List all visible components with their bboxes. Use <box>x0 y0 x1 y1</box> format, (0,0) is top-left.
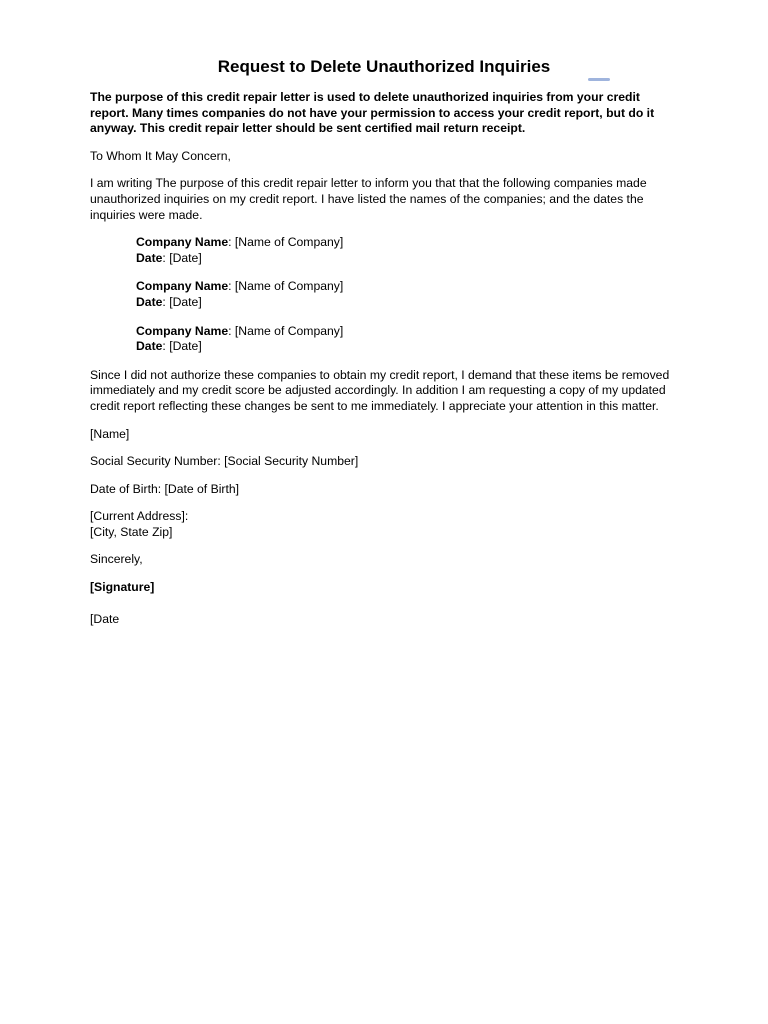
sender-name: [Name] <box>90 426 130 441</box>
date-label: Date <box>136 294 163 309</box>
company-name-label: Company Name <box>136 279 229 294</box>
ssn-line: Social Security Number: [Social Security Number] <box>90 454 359 469</box>
letter-body <box>90 90 680 627</box>
date-value: : [Date] <box>162 339 202 354</box>
paragraph-inquiries: I am writing The purpose of this credit repair letter to inform you that that the following companies made unauthorized inquiries on my credit report. I have listed the names of the companies; and the dates the inquiries were made. <box>90 176 647 222</box>
signature: [Signature] <box>90 580 155 595</box>
company-name-value: : [Name of Company] <box>228 323 344 338</box>
date-value: : [Date] <box>162 250 202 265</box>
date-value: : [Date] <box>162 294 202 309</box>
salutation: To Whom It May Concern, <box>90 148 231 163</box>
dob-line: Date of Birth: [Date of Birth] <box>90 481 240 496</box>
company-entry-1 <box>136 235 680 266</box>
company-name-label: Company Name <box>136 235 229 250</box>
paragraph-demand: Since I did not authorize these companies to obtain my credit report, I demand that these items be removed immediately and my credit score be adjusted accordingly. In addition I am requesting a copy of my updated credit report reflecting these changes be sent to me immediately. I appreciate your attention in this matter. <box>90 367 670 413</box>
date-placeholder: [Date <box>90 611 120 626</box>
closing: Sincerely, <box>90 552 143 567</box>
date-label: Date <box>136 250 163 265</box>
company-entry-3 <box>136 324 680 355</box>
address-line-2: [City, State Zip] <box>90 524 173 539</box>
address-line-1: [Current Address]: <box>90 509 189 524</box>
intro-paragraph: The purpose of this credit repair letter is used to delete unauthorized inquiries from your credit report. Many times companies do not have your permission to access your credit report, but do it anyway. This credit repair letter should be sent certified mail return receipt. <box>90 90 655 136</box>
company-name-value: : [Name of Company] <box>228 279 344 294</box>
company-name-label: Company Name <box>136 323 229 338</box>
company-name-value: : [Name of Company] <box>228 235 344 250</box>
company-entry-2 <box>136 279 680 310</box>
date-label: Date <box>136 339 163 354</box>
page-title: Request to Delete Unauthorized Inquiries <box>217 57 551 76</box>
blue-scribble-mark <box>588 78 610 81</box>
